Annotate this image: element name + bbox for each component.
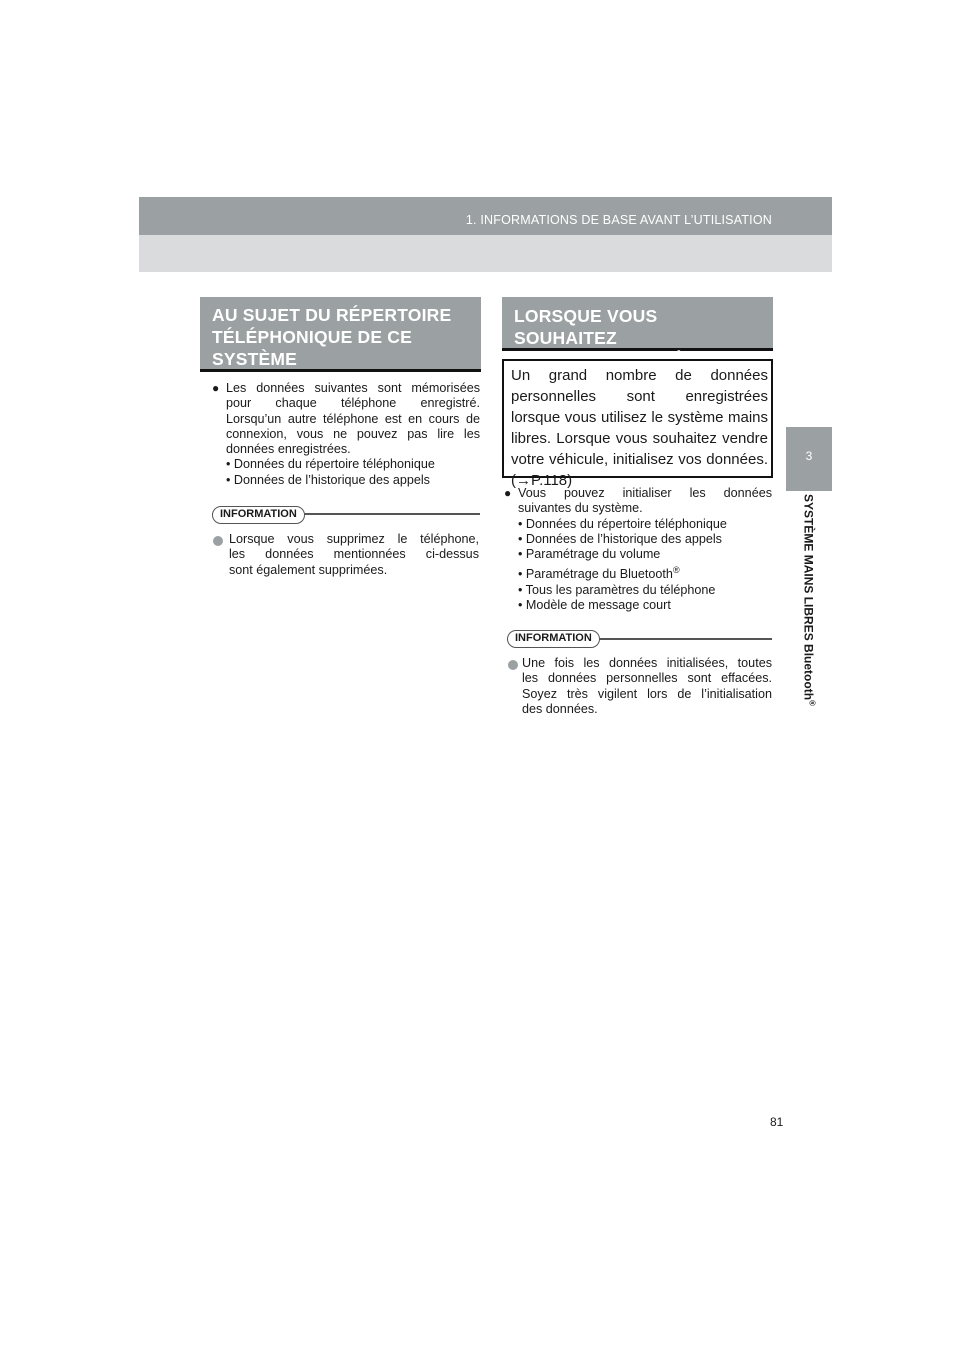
chapter-side-label: SYSTÈME MAINS LIBRES Bluetooth® [801,494,817,706]
section-heading-vendre: LORSQUE VOUS SOUHAITEZ VENDRE VOTRE VÉHICULE [502,297,773,351]
list-item: • Tous les paramètres du téléphone [518,582,716,597]
bullet-icon: ● [504,486,512,500]
page-reference-link[interactable]: (→P.118) [511,472,573,489]
right-info-text: Une fois les données initialisées, toutes les données personnelles sont effacées. Soyez très vigilent lors de l’initialisation des données. [522,656,772,716]
list-item: • Données du répertoire téléphonique [518,516,727,531]
info-bullet-icon [508,660,518,670]
chapter-title: 1. INFORMATIONS DE BASE AVANT L’UTILISATION [465,213,772,227]
info-bullet-icon [213,536,223,546]
bullet-icon: ● [212,381,220,395]
list-item: • Données de l’historique des appels [226,472,430,487]
header-sub-bar [139,235,832,272]
list-item: • Modèle de message court [518,598,671,613]
chapter-tab [786,427,832,491]
page-number: 81 [770,1115,784,1129]
information-badge: INFORMATION [212,506,305,524]
list-item: • Paramétrage du volume [518,547,661,562]
left-bullet-block: ● Les données suivantes sont mémorisées pour chaque téléphone enregistré. Lorsqu’un autre téléphone est en cours de connexion, vous ne pouvez pas lire les données enregistrées. • Données du répertoire téléphonique • Données de l’historique des appels [212,381,480,487]
list-item: • Données de l’historique des appels [518,531,722,546]
information-badge: INFORMATION [507,630,600,648]
notice-box: Un grand nombre de données personnelles sont enregistrées lorsque vous utilisez le système mains libres. Lorsque vous souhaitez vendre votre véhicule, initialisez vos données. (→P.118) [502,359,773,478]
left-info-text: Lorsque vous supprimez le téléphone, les données mentionnées ci-dessus sont également supprimées. [229,532,479,577]
chapter-number: 3 [805,449,813,463]
list-item: • Paramétrage du Bluetooth® [518,565,680,582]
list-item: • Données du répertoire téléphonique [226,457,435,472]
right-bullet-block: ● Vous pouvez initialiser les données suivantes du système. • Données du répertoire téléphonique • Données de l’historique des appels • Paramétrage du volume • Paramétrage du Bluetooth® • Tous les paramètres du téléphone • Modèle de message court [504,486,772,613]
section-heading-repertoire: AU SUJET DU RÉPERTOIRE TÉLÉPHONIQUE DE CE SYSTÈME [200,297,481,372]
registered-mark: ® [807,700,817,706]
header-bar [139,197,832,235]
registered-mark: ® [672,565,680,576]
